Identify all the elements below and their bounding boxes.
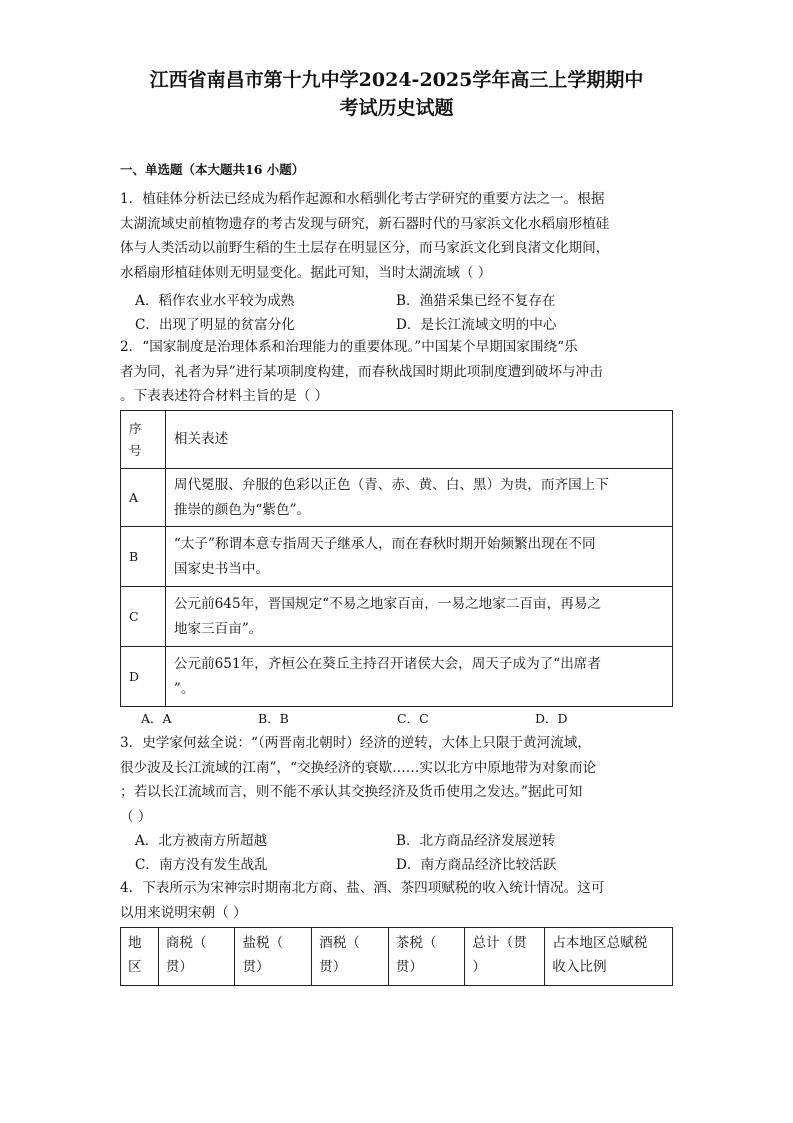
header-line: 占本地区总赋税	[552, 935, 648, 951]
header-line: 收入比例	[552, 959, 607, 975]
q2-option-b[interactable]: B．B	[258, 711, 289, 726]
header-line: 贯）	[242, 959, 270, 975]
row-statement-line: 周代冕服、弁服的色彩以正色（青、赤、黄、白、黑）为贵，而齐国上下	[173, 476, 609, 493]
q2-option-a[interactable]: A．A	[141, 711, 172, 726]
header-line: 商税（	[165, 935, 207, 951]
q2-option-c[interactable]: C．C	[397, 711, 429, 726]
q3-option-d[interactable]: D．南方商品经济比较活跃	[396, 857, 557, 873]
q4-line: 4．下表所示为宋神宗时期南北方商、盐、酒、茶四项赋税的收入统计情况。这可	[120, 880, 605, 896]
row-statement-line: 国家史书当中。	[173, 560, 270, 577]
row-statement	[165, 527, 672, 587]
header-line: 贯）	[165, 959, 193, 975]
question-2-table	[120, 410, 673, 707]
header-cell-commerce-tax	[158, 928, 235, 986]
header-line: 贯）	[319, 959, 347, 975]
header-line: 贯）	[395, 959, 423, 975]
header-cell-region	[121, 928, 159, 986]
row-key: A	[121, 469, 166, 527]
header-line: 酒税（	[319, 935, 360, 951]
q3-line: 很少波及长江流域的江南”，“交换经济的衰歇……实以北方中原地带为对象而论	[120, 759, 597, 776]
header-line: 地	[128, 935, 142, 951]
table-row	[121, 647, 673, 707]
q1-option-d[interactable]: D．是长江流域文明的中心	[396, 317, 557, 333]
q3-option-c[interactable]: C．南方没有发生战乱	[135, 857, 268, 873]
q4-line: 以用来说明宋朝（ ）	[120, 904, 247, 921]
row-statement	[165, 647, 672, 707]
question-2-stem	[120, 335, 675, 409]
question-4-table	[120, 927, 673, 986]
row-key: B	[121, 527, 166, 587]
q3-line: 3．史学家何兹全说：“（两晋南北朝时）经济的逆转，大体上只限于黄河流域，	[120, 735, 591, 751]
q2-line: 者为同，礼者为异”进行某项制度构建，而春秋战国时期此项制度遭到破坏与冲击	[120, 363, 603, 380]
q3-option-a[interactable]: A．北方被南方所超越	[135, 833, 268, 849]
title-line-1: 江西省南昌市第十九中学2024-2025学年高三上学期期中	[149, 69, 644, 91]
header-cell-salt-tax	[235, 928, 312, 986]
q1-option-a[interactable]: A．稻作农业水平较为成熟	[135, 293, 295, 309]
header-line: 盐税（	[242, 935, 284, 951]
row-statement	[165, 587, 672, 647]
table-row	[121, 527, 673, 587]
row-key: C	[121, 587, 166, 647]
header-line: 茶税（	[395, 935, 437, 951]
header-cell-tea-tax	[388, 928, 465, 986]
question-3-stem	[120, 731, 675, 829]
table-header-row	[121, 411, 673, 469]
q3-line: （ ）	[120, 808, 152, 825]
q1-line: 体与人类活动以前野生稻的生土层存在明显区分，而马家浜文化到良渚文化期间，	[120, 240, 610, 256]
q1-line: 1．植硅体分析法已经成为稻作起源和水稻驯化考古学研究的重要方法之一。根据	[120, 191, 605, 207]
table-header-row	[121, 928, 673, 986]
row-statement-line: “太子”称谓本意专指周天子继承人，而在春秋时期开始频繁出现在不同	[173, 535, 596, 552]
header-cell-wine-tax	[312, 928, 389, 986]
question-4-stem	[120, 876, 675, 925]
row-statement-line: 地家三百亩”。	[173, 620, 263, 637]
header-cell-statement: 相关表述	[165, 411, 672, 469]
q3-option-b[interactable]: B．北方商品经济发展逆转	[396, 833, 556, 849]
q1-line: 水稻扇形植硅体则无明显变化。据此可知，当时太湖流域（ ）	[120, 264, 492, 281]
header-line: 总计（贯	[472, 935, 527, 951]
title-line-2: 考试历史试题	[339, 97, 454, 119]
q1-line: 太湖流域史前植物遗存的考古发现与研究，新石器时代的马家浜文化水稻扇形植硅	[120, 215, 610, 232]
row-statement	[165, 469, 672, 527]
table-row	[121, 587, 673, 647]
q1-option-c[interactable]: C．出现了明显的贫富分化	[135, 317, 295, 333]
q2-option-d[interactable]: D．D	[535, 711, 568, 726]
q3-line: ；若以长江流域而言，则不能不承认其交换经济及货币使用之发达。”据此可知	[120, 784, 583, 800]
header-cell-index	[121, 411, 166, 469]
q2-line: 。下表表述符合材料主旨的是（ ）	[120, 388, 329, 404]
header-cell-total	[465, 928, 545, 986]
row-statement-line: 公元前645年，晋国规定“不易之地家百亩，一易之地家二百亩，再易之	[173, 595, 601, 612]
row-key: D	[121, 647, 166, 707]
q1-option-b[interactable]: B．渔猎采集已经不复存在	[396, 293, 556, 309]
header-line: 区	[128, 959, 142, 975]
row-statement-line: 公元前651年，齐桓公在葵丘主持召开诸侯大会，周天子成为了“出席者	[173, 655, 601, 672]
q2-line: 2．“国家制度是治理体系和治理能力的重要体现。”中国某个早期国家围绕“乐	[120, 339, 578, 355]
header-line: ）	[472, 959, 487, 975]
table-row	[121, 469, 673, 527]
header-index-label: 序号	[129, 420, 142, 458]
row-statement-line: ”。	[173, 680, 195, 697]
row-statement-line: 推崇的颜色为“紫色”。	[173, 501, 311, 518]
section-heading: 一、单选题（本大题共16 小题）	[120, 162, 305, 177]
header-cell-ratio	[545, 928, 673, 986]
document-title	[60, 66, 733, 122]
question-1-stem	[120, 187, 675, 285]
